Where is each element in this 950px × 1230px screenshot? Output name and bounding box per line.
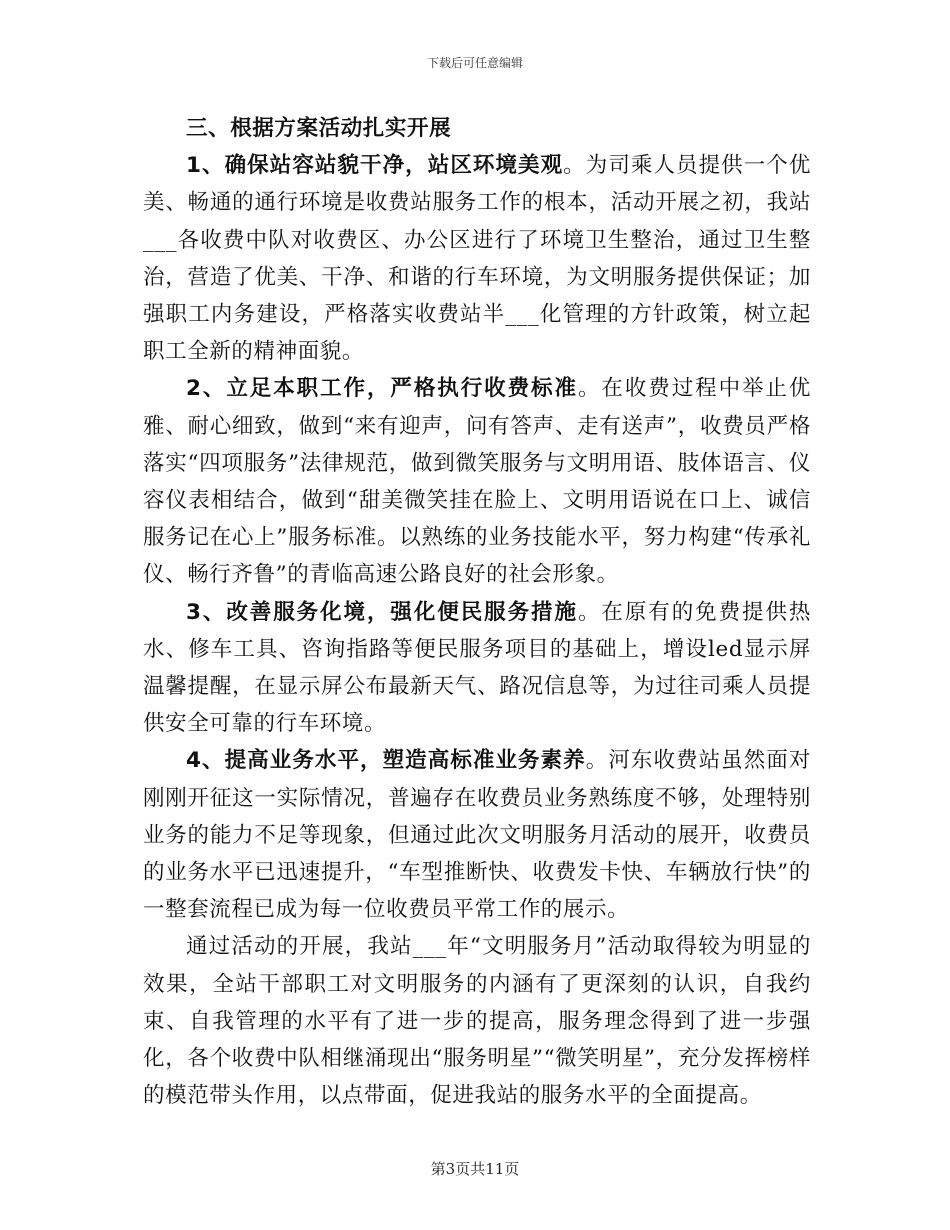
page-number: 第3页共11页: [430, 1160, 520, 1178]
page-header: 下载后可任意编辑: [426, 56, 523, 70]
paragraph-2-title: 2、立足本职工作，严格执行收费标准: [186, 376, 578, 402]
paragraph-1-body: 。为司乘人员提供一个优美、畅通的通行环境是收费站服务工作的根本，活动开展之初，我站___各收费中队对收费区、办公区进行了环境卫生整治，通过卫生整治，营造了优美、干净、和谐的行车环境，为文明服务提供保证；加强职工内务建设，严格落实收费站半___化管理的方针政策，树立起职工全新的精神面貌。: [143, 153, 811, 365]
paragraph-2: [143, 370, 811, 593]
paragraph-1: [143, 147, 811, 370]
paragraph-4-title: 4、提高业务水平，塑造高标准业务素养: [186, 748, 586, 774]
paragraph-3-title: 3、改善服务化境，强化便民服务措施: [186, 599, 578, 625]
closing-paragraph: 通过活动的开展，我站___年“文明服务月”活动取得较为明显的效果，全站干部职工对文明服务的内涵有了更深刻的认识，自我约束、自我管理的水平有了进一步的提高，服务理念得到了进一步强化，各个收费中队相继涌现出“服务明星”“微笑明星”，充分发挥榜样的模范带头作用，以点带面，促进我站的服务水平的全面提高。: [143, 934, 811, 1109]
document-body: [143, 110, 811, 1114]
section-heading: 三、根据方案活动扎实开展: [186, 116, 452, 141]
paragraph-3: [143, 594, 811, 743]
paragraph-1-title: 1、确保站容站貌干净，站区环境美观: [186, 153, 564, 179]
paragraph-2-body: 。在收费过程中举止优雅、耐心细致，做到“来有迎声，问有答声、走有送声”，收费员严格落实“四项服务”法律规范，做到微笑服务与文明用语、肢体语言、仪容仪表相结合，做到“甜美微笑挂在脸上、文明用语说在口上、诚信服务记在心上”服务标准。以熟练的业务技能水平，努力构建“传承礼仪、畅行齐鲁”的青临高速公路良好的社会形象。: [143, 376, 811, 588]
paragraph-4-body: 。河东收费站虽然面对刚刚开征这一实际情况，普遍存在收费员业务熟练度不够，处理特别业务的能力不足等现象，但通过此次文明服务月活动的展开，收费员的业务水平已迅速提升，“车型推断快、收费发卡快、车辆放行快”的一整套流程已成为每一位收费员平常工作的展示。: [143, 748, 811, 923]
paragraph-4: [143, 742, 811, 928]
paragraph-3-body: 。在原有的免费提供热水、修车工具、咨询指路等便民服务项目的基础上，增设led显示屏温馨提醒，在显示屏公布最新天气、路况信息等，为过往司乘人员提供安全可靠的行车环境。: [143, 599, 811, 737]
